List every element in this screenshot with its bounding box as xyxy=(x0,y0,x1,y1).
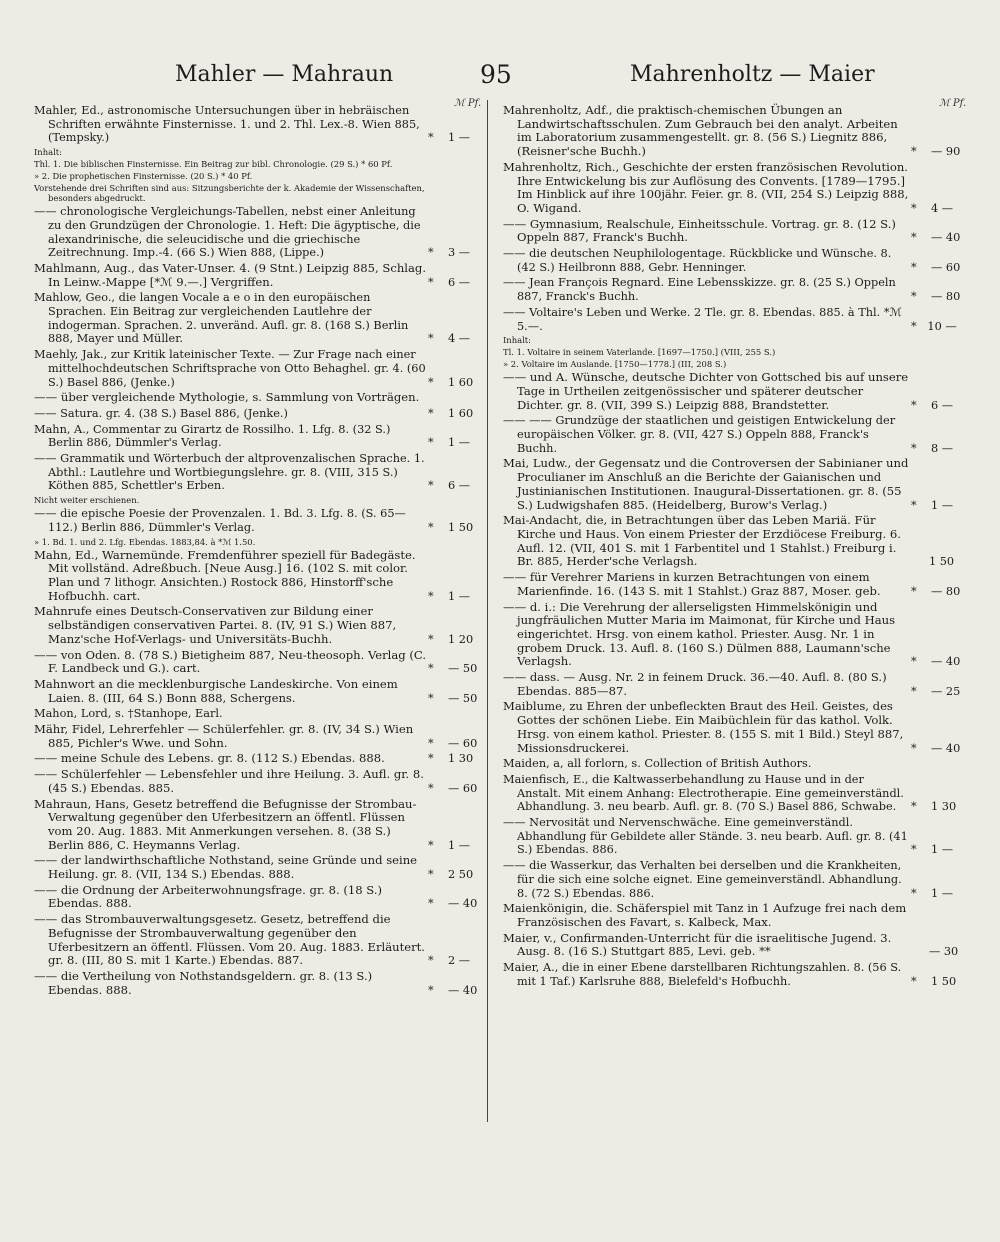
entry-text: Mähr, Fidel, Lehrerfehler — Schülerfehler. gr. 8. (IV, 34 S.) Wien 885, Pichler's Wwe. und Sohn. xyxy=(34,722,414,750)
entry-text: Mahon, Lord, s. †Stanhope, Earl. xyxy=(34,707,223,721)
entry-price: * — 40 xyxy=(428,897,478,911)
entry-price: * 1 — xyxy=(428,131,471,145)
catalog-entry xyxy=(34,913,486,968)
entry-text: Mahrenholtz, Adf., die praktisch-chemischen Übungen an Landwirtschaftsschulen. Zum Gebrauch bei den analyt. Arbeiten im Laboratorium zusammengestellt. gr. 8. (56 S.) Liegnitz 886, (Reisner'sche Buchh.) xyxy=(503,103,898,159)
catalog-entry xyxy=(34,678,486,705)
page-header xyxy=(0,62,1000,98)
entry-text: —— —— Grundzüge der staatlichen und geistigen Entwickelung der europäischen Völker. gr. 8. (VII, 427 S.) Oppeln 888, Franck's Buchh. xyxy=(503,414,896,455)
entry-text: —— die deutschen Neuphilologentage. Rückblicke und Wünsche. 8. (42 S.) Heilbronn 888, Gebr. Henninger. xyxy=(503,247,892,274)
catalog-entry xyxy=(503,816,969,857)
entry-text: Maier, v., Confirmanden-Unterricht für die israelitische Jugend. 3. Ausg. 8. (16 S.) Stuttgart 885, Levi. geb. ** xyxy=(503,930,892,959)
entry-text: » 2. Die prophetischen Finsternisse. (20 S.) * 40 Pf. xyxy=(34,171,253,182)
entry-text: —— Schülerfehler — Lebensfehler und ihre Heilung. 3. Aufl. gr. 8. (45 S.) Ebendas. 885. xyxy=(34,767,424,795)
catalog-entry xyxy=(34,707,486,721)
entry-text: Mahn, Ed., Warnemünde. Fremdenführer speziell für Badegäste. Mit vollständ. Adreßbuch. [Neue Ausg.] 16. (102 S. mit color. Plan und 7 lithogr. Ansichten.) Rostock 886, Hinstorff'sche Hofbuchh. cart. xyxy=(34,547,416,603)
entry-text: —— Satura. gr. 4. (38 S.) Basel 886, (Jenke.) xyxy=(34,406,288,420)
catalog-entry xyxy=(503,859,969,900)
entry-text: Mahrenholtz, Rich., Geschichte der ersten französischen Revolution. Ihre Entwickelung bis zur Auflösung des Convents. [1789—1795.] Im Hinblick auf ihre 100jähr. Feier. gr. 8. (VII, 254 S.) Leipzig 888, O. Wigand. xyxy=(503,159,909,215)
entry-text: —— die Wasserkur, das Verhalten bei derselben und die Krankheiten, für die sich eine solche eignet. Eine gemeinverständl. Abhandlung. 8. (72 S.) Ebendas. 886. xyxy=(503,859,902,900)
catalog-entry xyxy=(503,306,969,333)
catalog-note xyxy=(34,159,486,169)
catalog-entry xyxy=(34,507,486,534)
entry-price: * 1 60 xyxy=(428,406,474,420)
entry-text: —— von Oden. 8. (78 S.) Bietigheim 887, Neu-theosoph. Verlag (C. F. Landbeck und G.). cart. xyxy=(34,647,427,676)
entry-text: —— Nervosität und Nervenschwäche. Eine gemeinverständl. Abhandlung für Gebildete aller Stände. 3. neu bearb. Aufl. gr. 8. (41 S.) Ebendas. 886. xyxy=(503,816,908,857)
catalog-entry xyxy=(503,773,969,814)
catalog-entry xyxy=(503,961,969,988)
catalog-entry xyxy=(503,932,969,959)
catalog-entry xyxy=(503,571,969,598)
column-divider xyxy=(487,100,488,1122)
catalog-entry xyxy=(34,798,486,853)
catalog-note xyxy=(34,495,486,505)
entry-text: Mai, Ludw., der Gegensatz und die Controversen der Sabinianer und Proculianer im Anschluß an die Berichte der Gaianischen und Justinianischen Institutionen. Inaugural-Dissertationen. gr. 8. (55 S.) Ludwigshafen 885. (Heidelberg, Burow's Verlag.) xyxy=(503,456,909,512)
entry-price: * 1 — xyxy=(428,838,471,852)
catalog-entry xyxy=(503,700,969,755)
entry-price: * — 90 xyxy=(911,145,961,159)
entry-price: * 6 — xyxy=(428,479,471,493)
catalog-entry xyxy=(503,671,969,698)
entry-text: —— das Strombauverwaltungsgesetz. Gesetz, betreffend die Befugnisse der Strombauverwaltung gegenüber den Uferbesitzern an öffentl. Flüssen. Vom 20. Aug. 1883. Erläutert. gr. 8. (III, 80 S. mit 1 Karte.) Ebendas. 887. xyxy=(34,912,425,968)
catalog-entry xyxy=(503,247,969,274)
entry-text: —— über vergleichende Mythologie, s. Sammlung von Vorträgen. xyxy=(34,390,420,405)
entry-text: Mahlow, Geo., die langen Vocale a e o in den europäischen Sprachen. Ein Beitrag zur vergleichenden Lautlehre der indogerman. Sprachen. 2. unveränd. Aufl. gr. 8. (168 S.) Berlin 888, Mayer und Müller. xyxy=(34,291,409,346)
entry-price: — 30 xyxy=(911,945,959,959)
entry-price: * — 50 xyxy=(428,691,478,705)
entry-text: —— die Vertheilung von Nothstandsgeldern. gr. 8. (13 S.) Ebendas. 888. xyxy=(34,968,373,997)
entry-price: * 2 50 xyxy=(428,868,474,882)
catalog-entry xyxy=(34,752,486,766)
catalog-note xyxy=(503,335,969,345)
catalog-entry xyxy=(503,371,969,412)
entry-text: —— die Ordnung der Arbeiterwohnungsfrage. gr. 8. (18 S.) Ebendas. 888. xyxy=(34,882,383,911)
entry-price: * — 80 xyxy=(911,290,961,304)
entry-text: Maehly, Jak., zur Kritik lateinischer Texte. — Zur Frage nach einer mittelhochdeutschen Schriftsprache von Otto Behaghel. gr. 4. (60 S.) Basel 886, (Jenke.) xyxy=(34,348,426,389)
entry-price: * 1 — xyxy=(428,436,471,450)
header-left-title: Mahler — Mahraun xyxy=(175,62,394,87)
entry-price: * — 40 xyxy=(911,741,961,755)
entry-text: Tl. 1. Voltaire in seinem Vaterlande. [1697—1750.] (VIII, 255 S.) xyxy=(503,347,776,358)
right-column xyxy=(503,100,969,990)
currency-unit-right: ℳ Pf. xyxy=(939,98,967,109)
entry-price: * 6 — xyxy=(428,275,471,289)
entry-price: * — 40 xyxy=(428,983,478,997)
entry-text: —— dass. — Ausg. Nr. 2 in feinem Druck. 36.—40. Aufl. 8. (80 S.) Ebendas. 885—87. xyxy=(503,670,887,698)
entry-text: Inhalt: xyxy=(503,335,531,346)
catalog-entry xyxy=(34,854,486,881)
catalog-entry xyxy=(34,262,486,289)
header-right-title: Mahrenholtz — Maier xyxy=(630,62,875,87)
entry-price: * 1 30 xyxy=(911,800,957,814)
entry-text: Maienfisch, E., die Kaltwasserbehandlung zu Hause und in der Anstalt. Mit einem Anhang: Electrotherapie. Eine gemeinverständl. Abhandlung. 3. neu bearb. Aufl. gr. 8. (70 S.) Basel 886, Schwabe. xyxy=(503,772,904,814)
entry-price: * — 40 xyxy=(911,231,961,245)
entry-text: —— Gymnasium, Realschule, Einheitsschule. Vortrag. gr. 8. (12 S.) Oppeln 887, Franck's Buchh. xyxy=(503,216,896,245)
entry-price: * — 60 xyxy=(428,736,478,750)
entry-price: * — 60 xyxy=(911,260,961,274)
catalog-entry xyxy=(34,391,486,405)
entry-price: * — 40 xyxy=(911,655,961,669)
catalog-note xyxy=(34,171,486,181)
entry-price: * 6 — xyxy=(911,398,954,412)
entry-text: —— Jean François Regnard. Eine Lebensskizze. gr. 8. (25 S.) Oppeln 887, Franck's Buchh. xyxy=(503,276,896,304)
page-number: 95 xyxy=(480,60,512,89)
catalog-note xyxy=(503,359,969,369)
catalog-note xyxy=(34,147,486,157)
entry-text: —— Grammatik und Wörterbuch der altprovenzalischen Sprache. 1. Abthl.: Lautlehre und Wortbiegungslehre. gr. 8. (VIII, 315 S.) Köthen 885, Schettler's Erben. xyxy=(34,452,425,493)
entry-text: Vorstehende drei Schriften sind aus: Sitzungsberichte der k. Akademie der Wissenschaften, besonders abgedruckt. xyxy=(34,183,425,204)
catalog-entry xyxy=(34,649,486,676)
entry-price: * 1 60 xyxy=(428,375,474,389)
catalog-entry xyxy=(34,970,486,997)
entry-text: —— für Verehrer Mariens in kurzen Betrachtungen von einem Marienfinde. 16. (143 S. mit 1 Stahlst.) Graz 887, Moser. geb. xyxy=(503,570,881,598)
entry-text: —— d. i.: Die Verehrung der allerseligsten Himmelskönigin und jungfräulichen Mutter Maria im Maimonat, für Kirche und Haus eingerichtet. Hrsg. von einem kathol. Priester. Ausg. Nr. 1 in grobem Druck. 13. Aufl. 8. (160 S.) Dülmen 888, Laumann'sche Verlagsh. xyxy=(503,599,896,669)
entry-price: * — 50 xyxy=(428,662,478,676)
entry-text: Mai-Andacht, die, in Betrachtungen über das Leben Mariä. Für Kirche und Haus. Von einem Priester der Erzdiöcese Freiburg. 6. Aufl. 12. (VII, 401 S. mit 1 Farbentitel und 1 Stahlst.) Freiburg i. Br. 885, Herder'sche Verlagsh. xyxy=(503,513,901,569)
catalog-entry xyxy=(34,104,486,145)
entry-text: » 2. Voltaire im Auslande. [1750—1778.] (III, 208 S.) xyxy=(503,359,727,370)
catalog-entry xyxy=(34,605,486,646)
entry-price: * 8 — xyxy=(911,441,954,455)
left-column xyxy=(34,100,486,999)
entry-price: * 1 — xyxy=(911,843,954,857)
catalog-entry xyxy=(34,205,486,260)
currency-unit-left: ℳ Pf. xyxy=(454,98,482,109)
entry-text: Nicht weiter erschienen. xyxy=(34,495,140,506)
entry-price: * 3 — xyxy=(428,246,471,260)
catalog-entry xyxy=(34,452,486,493)
catalog-entry xyxy=(34,407,486,421)
entry-price: * 1 20 xyxy=(428,632,474,646)
catalog-note xyxy=(503,347,969,357)
catalog-entry xyxy=(34,549,486,604)
catalog-entry xyxy=(503,276,969,303)
entry-price: * 1 — xyxy=(911,886,954,900)
entry-price: 1 50 xyxy=(911,555,955,569)
entry-text: —— der landwirthschaftliche Nothstand, seine Gründe und seine Heilung. gr. 8. (VII, 134 S.) Ebendas. 888. xyxy=(34,853,418,882)
catalog-entry xyxy=(34,884,486,911)
entry-text: Mahnwort an die mecklenburgische Landeskirche. Von einem Laien. 8. (III, 64 S.) Bonn 888, Schergens. xyxy=(34,676,398,705)
catalog-entry xyxy=(503,161,969,216)
entry-price: * — 25 xyxy=(911,684,961,698)
entry-text: Maier, A., die in einer Ebene darstellbaren Richtungszahlen. 8. (56 S. mit 1 Taf.) Karlsruhe 888, Bielefeld's Hofbuchh. xyxy=(503,961,902,988)
entry-text: Mahnrufe eines Deutsch-Conservativen zur Bildung einer selbständigen conservativen Partei. 8. (IV, 91 S.) Wien 887, Manz'sche Hof-Verlags- und Universitäts-Buchh. xyxy=(34,604,397,646)
entry-price: * 1 50 xyxy=(428,520,474,534)
entry-text: Mahraun, Hans, Gesetz betreffend die Befugnisse der Strombau-Verwaltung gegenüber den Uferbesitzern an öffentl. Flüssen vom 20. Aug. 1883. Mit Anmerkungen versehen. 8. (38 S.) Berlin 886, C. Heymanns Verlag. xyxy=(34,796,417,852)
catalog-entry xyxy=(34,291,486,346)
entry-text: Mahn, A., Commentar zu Girartz de Rossilho. 1. Lfg. 8. (32 S.) Berlin 886, Dümmler's Verlag. xyxy=(34,422,391,450)
entry-text: Maiblume, zu Ehren der unbefleckten Braut des Heil. Geistes, des Gottes der schönen Liebe. Ein Maibüchlein für das kathol. Volk. Hrsg. von einem kathol. Priester. 8. (155 S. mit 1 Bild.) Steyl 887, Missionsdruckerei. xyxy=(503,699,904,755)
catalog-entry xyxy=(503,902,969,929)
catalog-entry xyxy=(503,457,969,512)
entry-text: » 1. Bd. 1. und 2. Lfg. Ebendas. 1883,84. à *ℳ 1.50. xyxy=(34,536,256,547)
entry-text: —— chronologische Vergleichungs-Tabellen, nebst einer Anleitung zu den Grundzügen der Chronologie. 1. Heft: Die ägyptische, die alexandrinische, die seleucidische und die griechische Zeitrechnung. Imp.-4. (66 S.) Wien 888, (Lippe.) xyxy=(34,205,421,260)
entry-price: * — 80 xyxy=(911,584,961,598)
entry-price: * 1 50 xyxy=(911,974,957,988)
entry-price: * 4 — xyxy=(428,332,471,346)
catalog-entry xyxy=(503,218,969,245)
entry-text: Maiden, a, all forlorn, s. Collection of British Authors. xyxy=(503,757,812,771)
entry-text: —— Voltaire's Leben und Werke. 2 Tle. gr. 8. Ebendas. 885. à Thl. *ℳ 5.—. xyxy=(503,305,902,333)
entry-price: * 10 — xyxy=(911,319,957,333)
entry-text: —— meine Schule des Lebens. gr. 8. (112 S.) Ebendas. 888. xyxy=(34,751,385,766)
entry-text: Mahler, Ed., astronomische Untersuchungen über in hebräischen Schriften erwähnte Finsternisse. 1. und 2. Thl. Lex.-8. Wien 885, (Tempsky.) xyxy=(34,104,420,145)
catalog-note xyxy=(34,537,486,547)
catalog-entry xyxy=(34,348,486,389)
catalog-entry xyxy=(503,601,969,670)
entry-price: * 4 — xyxy=(911,201,954,215)
entry-price: * 1 — xyxy=(911,498,954,512)
catalog-entry xyxy=(503,757,969,771)
catalog-entry xyxy=(503,514,969,569)
entry-text: —— die epische Poesie der Provenzalen. 1. Bd. 3. Lfg. 8. (S. 65—112.) Berlin 886, Dümmler's Verlag. xyxy=(34,507,406,534)
catalog-entry xyxy=(503,104,969,159)
catalog-entry xyxy=(34,423,486,450)
catalog-entry xyxy=(34,768,486,795)
catalog-entry xyxy=(34,723,486,750)
entry-text: —— und A. Wünsche, deutsche Dichter von Gottsched bis auf unsere Tage in Urtheilen zeitgenössischer und späterer deutscher Dichter. gr. 8. (VII, 399 S.) Leipzig 888, Brandstetter. xyxy=(503,370,909,412)
entry-text: Inhalt: xyxy=(34,147,62,158)
catalog-note xyxy=(34,183,486,203)
entry-price: * 2 — xyxy=(428,954,471,968)
entry-price: * — 60 xyxy=(428,781,478,795)
entry-price: * 1 30 xyxy=(428,752,474,766)
entry-text: Mahlmann, Aug., das Vater-Unser. 4. (9 Stnt.) Leipzig 885, Schlag. In Leinw.-Mappe [*ℳ 9.—.] Vergriffen. xyxy=(34,260,427,289)
entry-text: Maienkönigin, die. Schäferspiel mit Tanz in 1 Aufzuge frei nach dem Französischen des Favart, s. Kalbeck, Max. xyxy=(503,901,907,929)
entry-price: * 1 — xyxy=(428,589,471,603)
catalog-entry xyxy=(503,414,969,455)
entry-text: Thl. 1. Die biblischen Finsternisse. Ein Beitrag zur bibl. Chronologie. (29 S.) * 60 Pf. xyxy=(34,159,393,170)
